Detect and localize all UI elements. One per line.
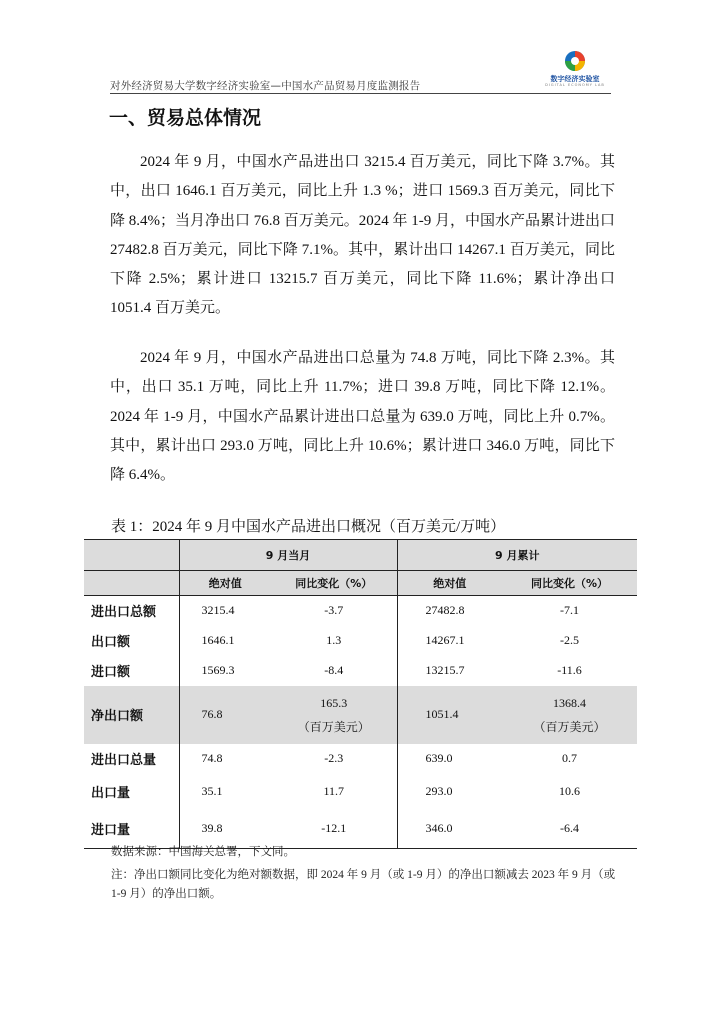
group-header-cumulative: 9 月累计 <box>397 540 637 571</box>
group-header-month: 9 月当月 <box>179 540 397 571</box>
month-chg-cell <box>271 686 397 744</box>
cum-chg-cell: 10.6 <box>559 784 580 798</box>
month-chg-cell: -8.4 <box>324 663 344 677</box>
month-chg-cell: 1.3 <box>326 633 342 647</box>
month-abs-cell: 39.8 <box>179 810 271 849</box>
row-label: 出口额 <box>91 635 131 650</box>
cum-chg-cell: 0.7 <box>562 751 577 765</box>
month-chg-unit: （百万美元） <box>297 719 370 734</box>
header-title: 对外经济贸易大学数字经济实验室—中国水产品贸易月度监测报告 <box>110 80 421 92</box>
cum-chg-cell: -6.4 <box>502 810 637 849</box>
paragraph-volume: 2024 年 9 月，中国水产品进出口总量为 74.8 万吨，同比下降 2.3%。其中，出口 35.1 万吨，同比上升 11.7%；进口 39.8 万吨，同比下降 12.1%。2024 年 1-9 月，中国水产品累计进出口总量为 639.0 万吨，同比上升 0.7%。其中，累计出口 293.0 万吨，同比上升 10.6%；累计进口 346.0 万吨，同比下降 6.4%。 <box>110 350 615 484</box>
table-sub-header-row <box>84 571 637 596</box>
month-abs-cell: 3215.4 <box>179 596 271 626</box>
data-source-note: 数据来源：中国海关总署，下文同。 <box>111 846 295 858</box>
section-title: 一、贸易总体情况 <box>109 107 262 129</box>
row-label: 净出口额 <box>91 709 144 724</box>
cum-abs-cell: 27482.8 <box>397 596 502 626</box>
table-row <box>84 774 637 810</box>
page-header <box>110 50 610 92</box>
month-abs-cell: 35.1 <box>179 774 271 810</box>
cum-chg-cell: -11.6 <box>557 663 582 677</box>
row-label: 进出口总量 <box>91 753 157 768</box>
lab-logo <box>540 50 610 90</box>
sub-header-cum-abs: 绝对值 <box>397 571 502 596</box>
table-row <box>84 744 637 774</box>
cum-chg-cell <box>502 686 637 744</box>
table-corner-cell <box>84 571 179 596</box>
table-row <box>84 596 637 626</box>
month-chg-cell: 11.7 <box>323 784 345 798</box>
month-abs-cell: 76.8 <box>179 686 271 744</box>
row-label: 进出口总额 <box>91 605 157 621</box>
logo-text: 数字经济实验室 <box>550 75 600 83</box>
sub-header-cum-chg: 同比变化（%） <box>502 571 637 596</box>
net-export-note: 注：净出口额同比变化为绝对额数据，即 2024 年 9 月（或 1-9 月）的净出口额减去 2023 年 9 月（或 1-9 月）的净出口额。 <box>111 869 616 900</box>
month-abs-cell: 1646.1 <box>179 626 271 656</box>
month-chg-cell: -12.1 <box>271 810 397 849</box>
paragraph-value: 2024 年 9 月，中国水产品进出口 3215.4 百万美元，同比下降 3.7%。其中，出口 1646.1 百万美元，同比上升 1.3 %；进口 1569.3 百万美元，同比下降 8.4%；当月净出口 76.8 百万美元。2024 年 1-9 月，中国水产品累计进出口 27482.8 百万美元，同比下降 7.1%。其中，累计出口 14267.1 百万美元，同比下降 2.5%；累计进口 13215.7 百万美元，同比下降 11.6%；累计净出口 1051.4 百万美元。 <box>110 154 615 317</box>
sub-header-month-chg: 同比变化（%） <box>271 571 397 596</box>
cum-abs-cell: 639.0 <box>397 744 502 774</box>
table-group-header-row <box>84 540 637 571</box>
cum-abs-cell: 13215.7 <box>397 656 502 686</box>
trade-summary-table <box>84 539 637 849</box>
table-row <box>84 656 637 686</box>
cum-abs-cell: 346.0 <box>397 810 502 849</box>
logo-emblem-icon <box>564 50 586 72</box>
month-abs-cell: 1569.3 <box>179 656 271 686</box>
table-row <box>84 686 637 744</box>
cum-abs-cell: 293.0 <box>397 774 502 810</box>
month-chg-value: 165.3 <box>320 695 348 710</box>
table-row <box>84 626 637 656</box>
row-label: 进口量 <box>84 810 179 849</box>
cum-chg-unit: （百万美元） <box>533 719 606 734</box>
logo-subtext: DIGITAL ECONOMY LAB <box>545 83 605 87</box>
month-chg-cell: -3.7 <box>324 603 344 618</box>
table-caption: 表 1：2024 年 9 月中国水产品进出口概况（百万美元/万吨） <box>111 519 506 535</box>
month-abs-cell: 74.8 <box>179 744 271 774</box>
row-label: 出口量 <box>91 786 131 801</box>
cum-abs-cell: 14267.1 <box>397 626 502 656</box>
cum-chg-value: 1368.4 <box>553 695 586 710</box>
sub-header-month-abs: 绝对值 <box>179 571 271 596</box>
header-divider <box>110 93 611 94</box>
cum-chg-cell: -7.1 <box>560 603 579 618</box>
row-label: 进口额 <box>91 665 131 680</box>
cum-abs-cell: 1051.4 <box>397 686 502 744</box>
month-chg-cell: -2.3 <box>324 751 344 765</box>
cum-chg-cell: -2.5 <box>560 633 579 647</box>
table-corner-cell <box>84 540 179 571</box>
